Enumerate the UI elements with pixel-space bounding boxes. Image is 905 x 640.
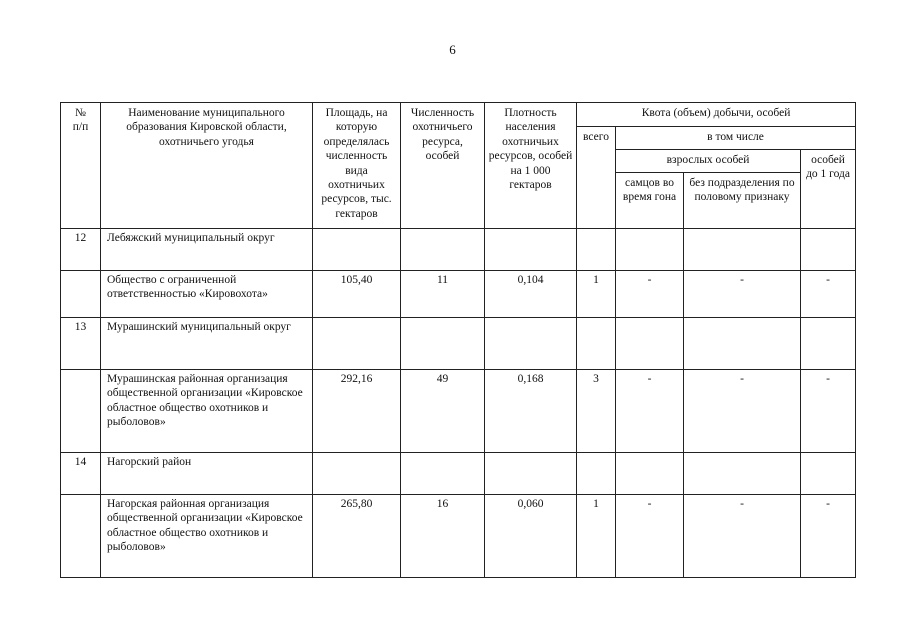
row-num: 14 — [61, 453, 101, 495]
row-name: Общество с ограниченной ответственностью «Кировохота» — [101, 271, 313, 318]
header-males-rut: самцов во время гона — [616, 173, 684, 229]
table-row — [61, 229, 856, 271]
row-young: - — [801, 370, 856, 453]
row-num: 13 — [61, 318, 101, 370]
row-males: - — [616, 495, 684, 578]
row-name: Нагорская районная организация общественной организации «Кировское областное общество охотников и рыболовов» — [101, 495, 313, 578]
row-males: - — [616, 370, 684, 453]
row-total: 3 — [577, 370, 616, 453]
row-num: 12 — [61, 229, 101, 271]
table-row — [61, 271, 856, 318]
row-nodiv: - — [684, 370, 801, 453]
row-nodiv: - — [684, 271, 801, 318]
row-young: - — [801, 495, 856, 578]
row-name: Мурашинская районная организация общественной организации «Кировское областное общество охотников и рыболовов» — [101, 370, 313, 453]
header-area: Площадь, на которую определялась численность вида охотничьих ресурсов, тыс. гектаров — [313, 103, 401, 229]
row-area: 265,80 — [313, 495, 401, 578]
table-body — [61, 229, 856, 578]
row-area: 105,40 — [313, 271, 401, 318]
quota-table — [60, 102, 856, 578]
row-total: 1 — [577, 495, 616, 578]
header-num: № п/п — [61, 103, 101, 229]
table-header — [61, 103, 856, 229]
row-name: Лебяжский муниципальный округ — [101, 229, 313, 271]
header-total: всего — [577, 127, 616, 229]
row-young: - — [801, 271, 856, 318]
table-row — [61, 453, 856, 495]
row-density: 0,060 — [485, 495, 577, 578]
row-count: 11 — [401, 271, 485, 318]
page-number: 6 — [449, 42, 456, 57]
header-density: Плотность населения охотничьих ресурсов, особей на 1 000 гектаров — [485, 103, 577, 229]
table-row — [61, 318, 856, 370]
row-count: 49 — [401, 370, 485, 453]
row-density: 0,168 — [485, 370, 577, 453]
header-including: в том числе — [616, 127, 856, 150]
header-under-one: особей до 1 года — [801, 150, 856, 229]
header-count: Численность охотничьего ресурса, особей — [401, 103, 485, 229]
row-count: 16 — [401, 495, 485, 578]
header-adults: взрослых особей — [616, 150, 801, 173]
header-no-sex-division: без подразделения по половому признаку — [684, 173, 801, 229]
row-area: 292,16 — [313, 370, 401, 453]
table-row — [61, 370, 856, 453]
header-quota: Квота (объем) добычи, особей — [577, 103, 856, 127]
row-total: 1 — [577, 271, 616, 318]
row-name: Мурашинский муниципальный округ — [101, 318, 313, 370]
row-males: - — [616, 271, 684, 318]
table-row — [61, 495, 856, 578]
header-name: Наименование муниципального образования Кировской области, охотничьего угодья — [101, 103, 313, 229]
row-nodiv: - — [684, 495, 801, 578]
row-name: Нагорский район — [101, 453, 313, 495]
row-density: 0,104 — [485, 271, 577, 318]
